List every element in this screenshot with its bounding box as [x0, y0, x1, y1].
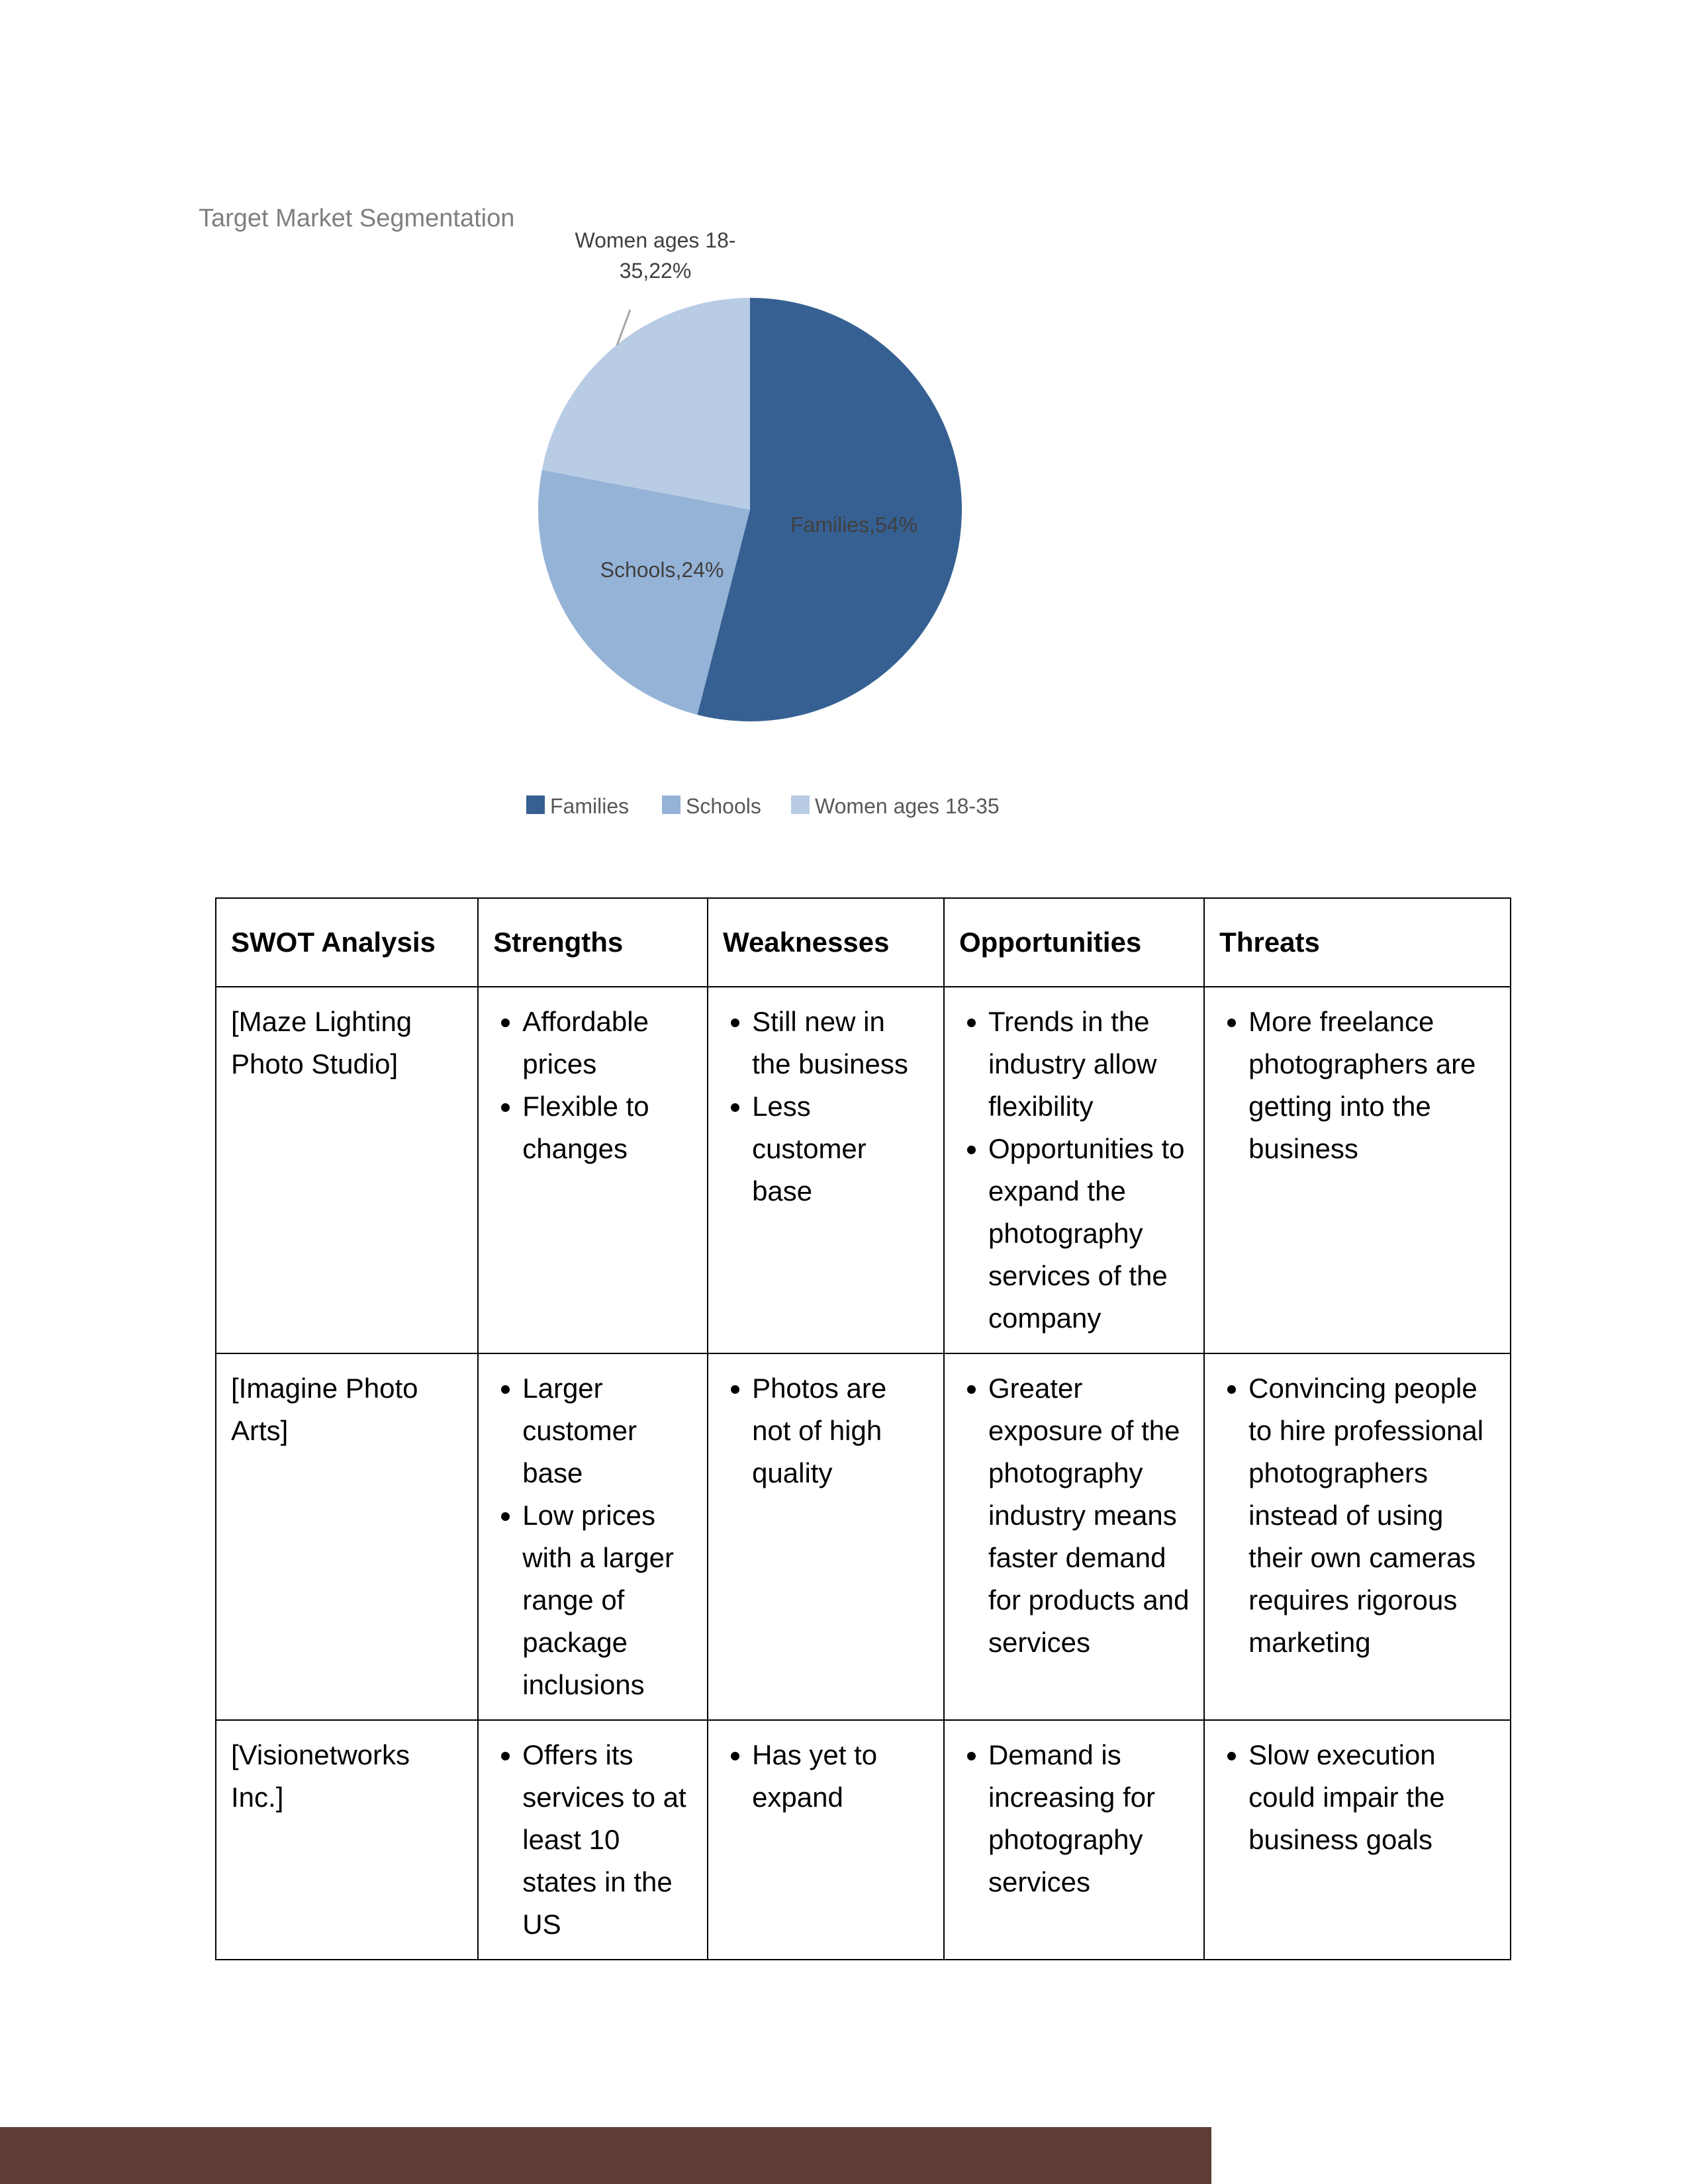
legend-swatch-schools [662, 796, 680, 814]
strengths-cell [478, 1353, 708, 1720]
header-swot-analysis: SWOT Analysis [216, 898, 478, 987]
weaknesses-list [723, 1001, 930, 1212]
header-threats: Threats [1204, 898, 1511, 987]
threats-list [1219, 1001, 1497, 1170]
legend-swatch-families [526, 796, 545, 814]
list-item: • Photos are not of high quality [752, 1367, 930, 1494]
threats-list [1219, 1734, 1497, 1861]
list-item: • Low prices with a larger range of package inclusions [522, 1494, 694, 1706]
list-item: • Greater exposure of the photography industry means faster demand for products and services [988, 1367, 1190, 1664]
strengths-cell [478, 1720, 708, 1960]
list-item: • Has yet to expand [752, 1734, 930, 1819]
swot-row [216, 1720, 1511, 1960]
swot-row [216, 987, 1511, 1353]
swot-header-row [216, 898, 1511, 987]
list-item: • Flexible to changes [522, 1085, 694, 1170]
opportunities-cell [944, 1353, 1204, 1720]
swot-row [216, 1353, 1511, 1720]
footer-bar [0, 2127, 1211, 2184]
slice-label-women-line1: Women ages 18- [575, 228, 736, 252]
list-item: • Slow execution could impair the business goals [1248, 1734, 1497, 1861]
list-item: • Trends in the industry allow flexibility [988, 1001, 1190, 1128]
chart-title: Target Market Segmentation [199, 205, 515, 232]
slice-label-families: Families,54% [790, 513, 918, 537]
header-strengths: Strengths [478, 898, 708, 987]
threats-cell [1204, 1720, 1511, 1960]
list-item: • Opportunities to expand the photography services of the company [988, 1128, 1190, 1340]
chart-legend [526, 794, 1000, 818]
weaknesses-cell [708, 1353, 944, 1720]
list-item: • Still new in the business [752, 1001, 930, 1085]
weaknesses-list [723, 1734, 930, 1819]
company-name-cell: [Imagine Photo Arts] [216, 1353, 478, 1720]
strengths-list [493, 1734, 694, 1946]
list-item: • Larger customer base [522, 1367, 694, 1494]
list-item: • More freelance photographers are getting into the business [1248, 1001, 1497, 1170]
company-name-cell: [Visionetworks Inc.] [216, 1720, 478, 1960]
legend-label-women: Women ages 18-35 [815, 794, 1000, 818]
opportunities-cell [944, 1720, 1204, 1960]
strengths-cell [478, 987, 708, 1353]
opportunities-cell [944, 987, 1204, 1353]
legend-swatch-women [791, 796, 810, 814]
opportunities-list [959, 1001, 1190, 1340]
weaknesses-cell [708, 987, 944, 1353]
opportunities-list [959, 1734, 1190, 1903]
strengths-list [493, 1001, 694, 1170]
legend-label-schools: Schools [686, 794, 761, 818]
threats-cell [1204, 1353, 1511, 1720]
strengths-list [493, 1367, 694, 1706]
list-item: • Offers its services to at least 10 states in the US [522, 1734, 694, 1946]
legend-label-families: Families [550, 794, 630, 818]
list-item: • Less customer base [752, 1085, 930, 1212]
header-opportunities: Opportunities [944, 898, 1204, 987]
threats-list [1219, 1367, 1497, 1664]
weaknesses-cell [708, 1720, 944, 1960]
threats-cell [1204, 987, 1511, 1353]
company-name-cell: [Maze Lighting Photo Studio] [216, 987, 478, 1353]
header-weaknesses: Weaknesses [708, 898, 944, 987]
slice-label-women-line2: 35,22% [619, 259, 692, 283]
target-market-pie-chart [0, 0, 1688, 860]
slice-label-schools: Schools,24% [600, 558, 724, 582]
list-item: • Convincing people to hire professional photographers instead of using their own cameras requires rigorous marketing [1248, 1367, 1497, 1664]
weaknesses-list [723, 1367, 930, 1494]
opportunities-list [959, 1367, 1190, 1664]
list-item: • Affordable prices [522, 1001, 694, 1085]
list-item: • Demand is increasing for photography services [988, 1734, 1190, 1903]
swot-analysis-table [215, 897, 1511, 1960]
